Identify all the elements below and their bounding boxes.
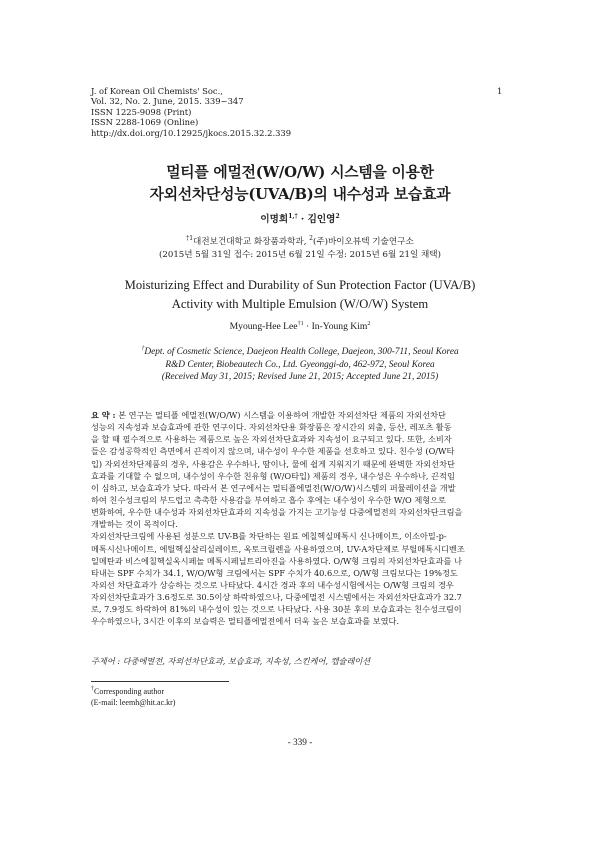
abstract-line: 이 심하고, 보습효과가 낮다. 따라서 본 연구에서는 멀티플에멀전(W/O/W)시스템의 퍼뮬레이션을 개발 bbox=[91, 482, 456, 493]
korean-affil-sup1: †1 bbox=[186, 235, 194, 242]
abstract-label: 요 약 : bbox=[91, 410, 116, 420]
korean-title bbox=[60, 162, 540, 206]
abstract-line: 변화하여, 우수한 내수성과 자외선차단효과의 지속성을 가지는 고기능성 다중에멀전의 자외선차단크림을 bbox=[91, 507, 463, 518]
abstract-line: 자외선차단크림에 사용된 성분으로 UV-B를 차단하는 원료 에칠헥실메톡시 신나메이트, 이소아밀-p- bbox=[91, 531, 447, 542]
english-author-separator: · bbox=[303, 321, 312, 332]
abstract-line: 개발하는 것이 목적이다. bbox=[91, 519, 178, 530]
corresponding-author-label: Corresponding author bbox=[94, 687, 164, 696]
abstract-line: 을 할 때 필수적으로 사용하는 제품으로 높은 자외선차단효과와 지속성이 요구되고 있다. 또한, 소비자 bbox=[91, 434, 452, 445]
footnote-mark: † bbox=[91, 686, 94, 692]
footnote bbox=[91, 686, 175, 708]
korean-affil-text1: 대전보건대학교 화장품과학과, bbox=[193, 237, 310, 247]
keywords: 주제어 : 다중에멀전, 자외선차단효과, 보습효과, 지속성, 스킨케어, 캡슐레이션 bbox=[91, 656, 371, 666]
page-number: - 339 - bbox=[287, 738, 313, 748]
english-title-line1: Moisturizing Effect and Durability of Sun Protection Factor (UVA/B) bbox=[124, 278, 476, 292]
issn-online: ISSN 2288-1069 (Online) bbox=[91, 117, 199, 128]
journal-name: J. of Korean Oil Chemists' Soc., bbox=[91, 86, 223, 96]
korean-author-separator: · bbox=[297, 214, 308, 225]
english-author2: In-Young Kim bbox=[311, 321, 368, 332]
english-title-line2: Activity with Multiple Emulsion (W/O/W) System bbox=[171, 296, 429, 311]
journal-info bbox=[91, 86, 291, 138]
english-authors bbox=[60, 321, 540, 332]
english-title bbox=[60, 276, 540, 313]
abstract-line: 타내는 SPF 수치가 34.1, W/O/W형 크림에서는 SPF 수치가 40.6으로, O/W형 크림보다는 19%정도 bbox=[91, 567, 458, 578]
abstract bbox=[91, 409, 509, 628]
footnote-line1 bbox=[91, 686, 175, 697]
abstract-line: 성능의 지속성과 보습효과에 관한 연구이다. 자외선차단용 화장품은 장시간의 외출, 등산, 레포츠 활동 bbox=[91, 422, 452, 433]
english-author1-sup: †1 bbox=[297, 321, 304, 327]
korean-dates: (2015년 5월 31일 접수: 2015년 6월 21일 수정: 2015년 6월 21일 채택) bbox=[159, 250, 441, 260]
abstract-line: 메톡시신나메이트, 에틸헥실살리실레이트, 옥토크릴렌을 사용하였으며, UV-A차단제로 부틸메톡시디벤조 bbox=[91, 543, 465, 554]
korean-affil-text2: (주)바이오뷰텍 기술연구소 bbox=[313, 237, 414, 247]
page-corner-number: 1 bbox=[497, 86, 503, 96]
abstract-line: 일메탄과 비스에칠헥실옥시페놀 메톡시페닐트리아진을 사용하였다. O/W형 크림의 자외선차단효과를 나 bbox=[91, 555, 462, 566]
english-affil-line1 bbox=[60, 346, 540, 359]
korean-author1: 이명희 bbox=[260, 214, 289, 225]
korean-author1-sup: 1,† bbox=[288, 213, 298, 220]
footnote-divider bbox=[91, 681, 229, 682]
english-author1: Myoung-Hee Lee bbox=[229, 321, 298, 332]
korean-affil-sup2: 2 bbox=[309, 235, 313, 242]
issn-print: ISSN 1225-9098 (Print) bbox=[91, 106, 192, 117]
abstract-line: 자외선 차단효과가 상승하는 것으로 나타났다. 4시간 경과 후의 내수성시험에서는 O/W형 크림의 경우 bbox=[91, 579, 454, 590]
abstract-line: 우수하였으나, 3시간 이후의 보습력은 멀티플에멀전에서 더욱 높은 보습효과를 보였다. bbox=[91, 616, 400, 627]
doi-link[interactable]: http://dx.doi.org/10.12925/jkocs.2015.32.2.339 bbox=[91, 127, 292, 138]
abstract-line: 효과를 기대할 수 없으며, 내수성이 우수한 친유형 (W/O타입) 제품의 경우, 내수성은 우수하나, 끈적임 bbox=[91, 470, 455, 481]
english-affil-text1: Dept. of Cosmetic Science, Daejeon Health College, Daejeon, 300-711, Seoul Korea bbox=[144, 347, 459, 357]
korean-affiliation bbox=[60, 236, 540, 262]
english-affil-sup: † bbox=[141, 346, 145, 352]
korean-author2-sup: 2 bbox=[335, 213, 340, 220]
abstract-line: 들은 감성공학적인 측면에서 끈적이지 않으며, 내수성이 우수한 제품을 선호하고 있다. 친수성 (O/W타 bbox=[91, 446, 455, 457]
abstract-line: 자외선차단효과가 3.6정도로 30.5이상 하락하였으나, 다중에멀전 시스템에서는 자외선차단효과가 32.7 bbox=[91, 592, 462, 603]
abstract-line: 하여 친수성크림의 부드럽고 촉촉한 사용감을 부여하고 흡수 후에는 내수성이 우수한 W/O 제형으로 bbox=[91, 494, 446, 505]
korean-title-line2: 자외선차단성능(UVA/B)의 내수성과 보습효과 bbox=[149, 186, 451, 203]
korean-title-line1: 멀티플 에멀전(W/O/W) 시스템을 이용한 bbox=[166, 164, 434, 181]
english-dates: (Received May 31, 2015; Revised June 21, 2015; Accepted June 21, 2015) bbox=[161, 372, 439, 383]
corresponding-author-email[interactable]: (E-mail: leemh@hit.ac.kr) bbox=[91, 698, 176, 707]
korean-affiliation-line bbox=[60, 236, 540, 249]
abstract-line: 로, 7.9정도 하락하여 81%의 내수성이 있는 것으로 나타났다. 사용 30분 후의 보습효과는 친수성크림이 bbox=[91, 604, 462, 615]
journal-volume: Vol. 32, No. 2. June, 2015. 339~347 bbox=[91, 96, 244, 107]
abstract-text: 본 연구는 멀티플 에멀전(W/O/W) 시스템을 이용하여 개발한 자외선차단 제품의 자외선차단 bbox=[115, 410, 446, 420]
korean-authors bbox=[60, 211, 540, 225]
english-affiliation bbox=[60, 346, 540, 384]
english-affil-line2: R&D Center, Biobeautech Co., Ltd. Gyeonggi-do, 462-972, Seoul Korea bbox=[165, 359, 435, 370]
abstract-line: 입) 자외선차단제품의 경우, 사용감은 우수하나, 땀이나, 물에 쉽게 지워지기 때문에 완벽한 자외선차단 bbox=[91, 458, 455, 469]
korean-author2: 김인영 bbox=[307, 214, 336, 225]
abstract-line bbox=[91, 409, 509, 421]
english-author2-sup: 2 bbox=[367, 321, 371, 327]
